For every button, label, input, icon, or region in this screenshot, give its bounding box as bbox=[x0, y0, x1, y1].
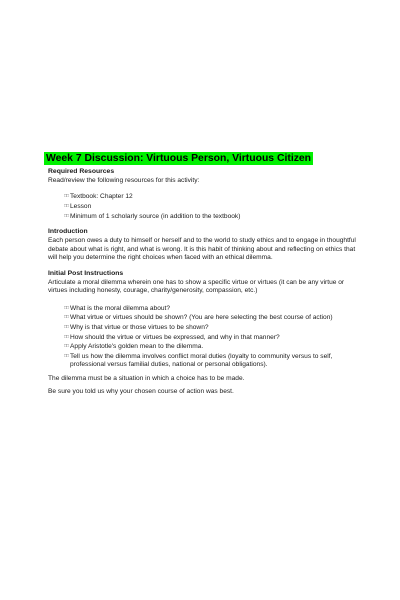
bullet-icon: □□ bbox=[64, 193, 69, 199]
bullet-icon: □□ bbox=[64, 343, 69, 349]
closing-text-choice: The dilemma must be a situation in which a choice has to be made. bbox=[48, 374, 245, 382]
introduction-text: Each person owes a duty to himself or herself and to the world to study ethics and to engage in thoughtful debate about what is right, and what is wrong. It is this habit of thinking about and reflecting on ethics that will help you determine the right choices when faced with an ethical dilemma. bbox=[48, 236, 356, 262]
closing-text-best-course: Be sure you told us why your chosen course of action was best. bbox=[48, 388, 234, 396]
resources-list bbox=[48, 192, 364, 221]
list-item: □□ Textbook: Chapter 12 bbox=[64, 193, 133, 201]
introduction-heading: Introduction bbox=[48, 228, 88, 236]
list-item: □□ What is the moral dilemma about? bbox=[64, 304, 171, 312]
bullet-icon: □□ bbox=[64, 202, 69, 208]
list-item: □□ Why is that virtue or those virtues to be shown? bbox=[64, 323, 209, 331]
page-title: Week 7 Discussion: Virtuous Person, Virtuous Citizen bbox=[46, 153, 312, 164]
bullet-icon: □□ bbox=[64, 333, 69, 339]
document-body bbox=[48, 168, 364, 397]
required-resources-intro: Read/review the following resources for this activity: bbox=[48, 176, 200, 184]
bullet-icon: □□ bbox=[64, 352, 69, 358]
bullet-icon: □□ bbox=[64, 212, 69, 218]
bullet-icon: □□ bbox=[64, 304, 69, 310]
list-item: □□ How should the virtue or virtues be expressed, and why in that manner? bbox=[64, 333, 280, 341]
bullet-icon: □□ bbox=[64, 314, 69, 320]
list-item: □□ What virtue or virtues should be shown? (You are here selecting the best course of action) bbox=[64, 314, 333, 322]
required-resources-heading: Required Resources bbox=[48, 168, 115, 175]
initial-post-heading: Initial Post Instructions bbox=[48, 269, 124, 277]
bullet-icon: □□ bbox=[64, 323, 69, 329]
initial-post-text: Articulate a moral dilemma wherein one has to show a specific virtue or virtues (it can be any virtue or virtues including honesty, courage, charity/generosity, compassion, etc.) bbox=[48, 278, 345, 295]
instructions-list bbox=[48, 304, 364, 370]
list-item: □□ Apply Aristotle's golden mean to the dilemma. bbox=[64, 343, 204, 351]
list-item: □□ Minimum of 1 scholarly source (in addition to the textbook) bbox=[64, 212, 241, 220]
list-item: □□ Tell us how the dilemma involves conflict moral duties (loyalty to community versus to self, professional versus familial duties, national or personal obligations). bbox=[64, 352, 333, 369]
list-item: □□ Lesson bbox=[64, 202, 92, 210]
